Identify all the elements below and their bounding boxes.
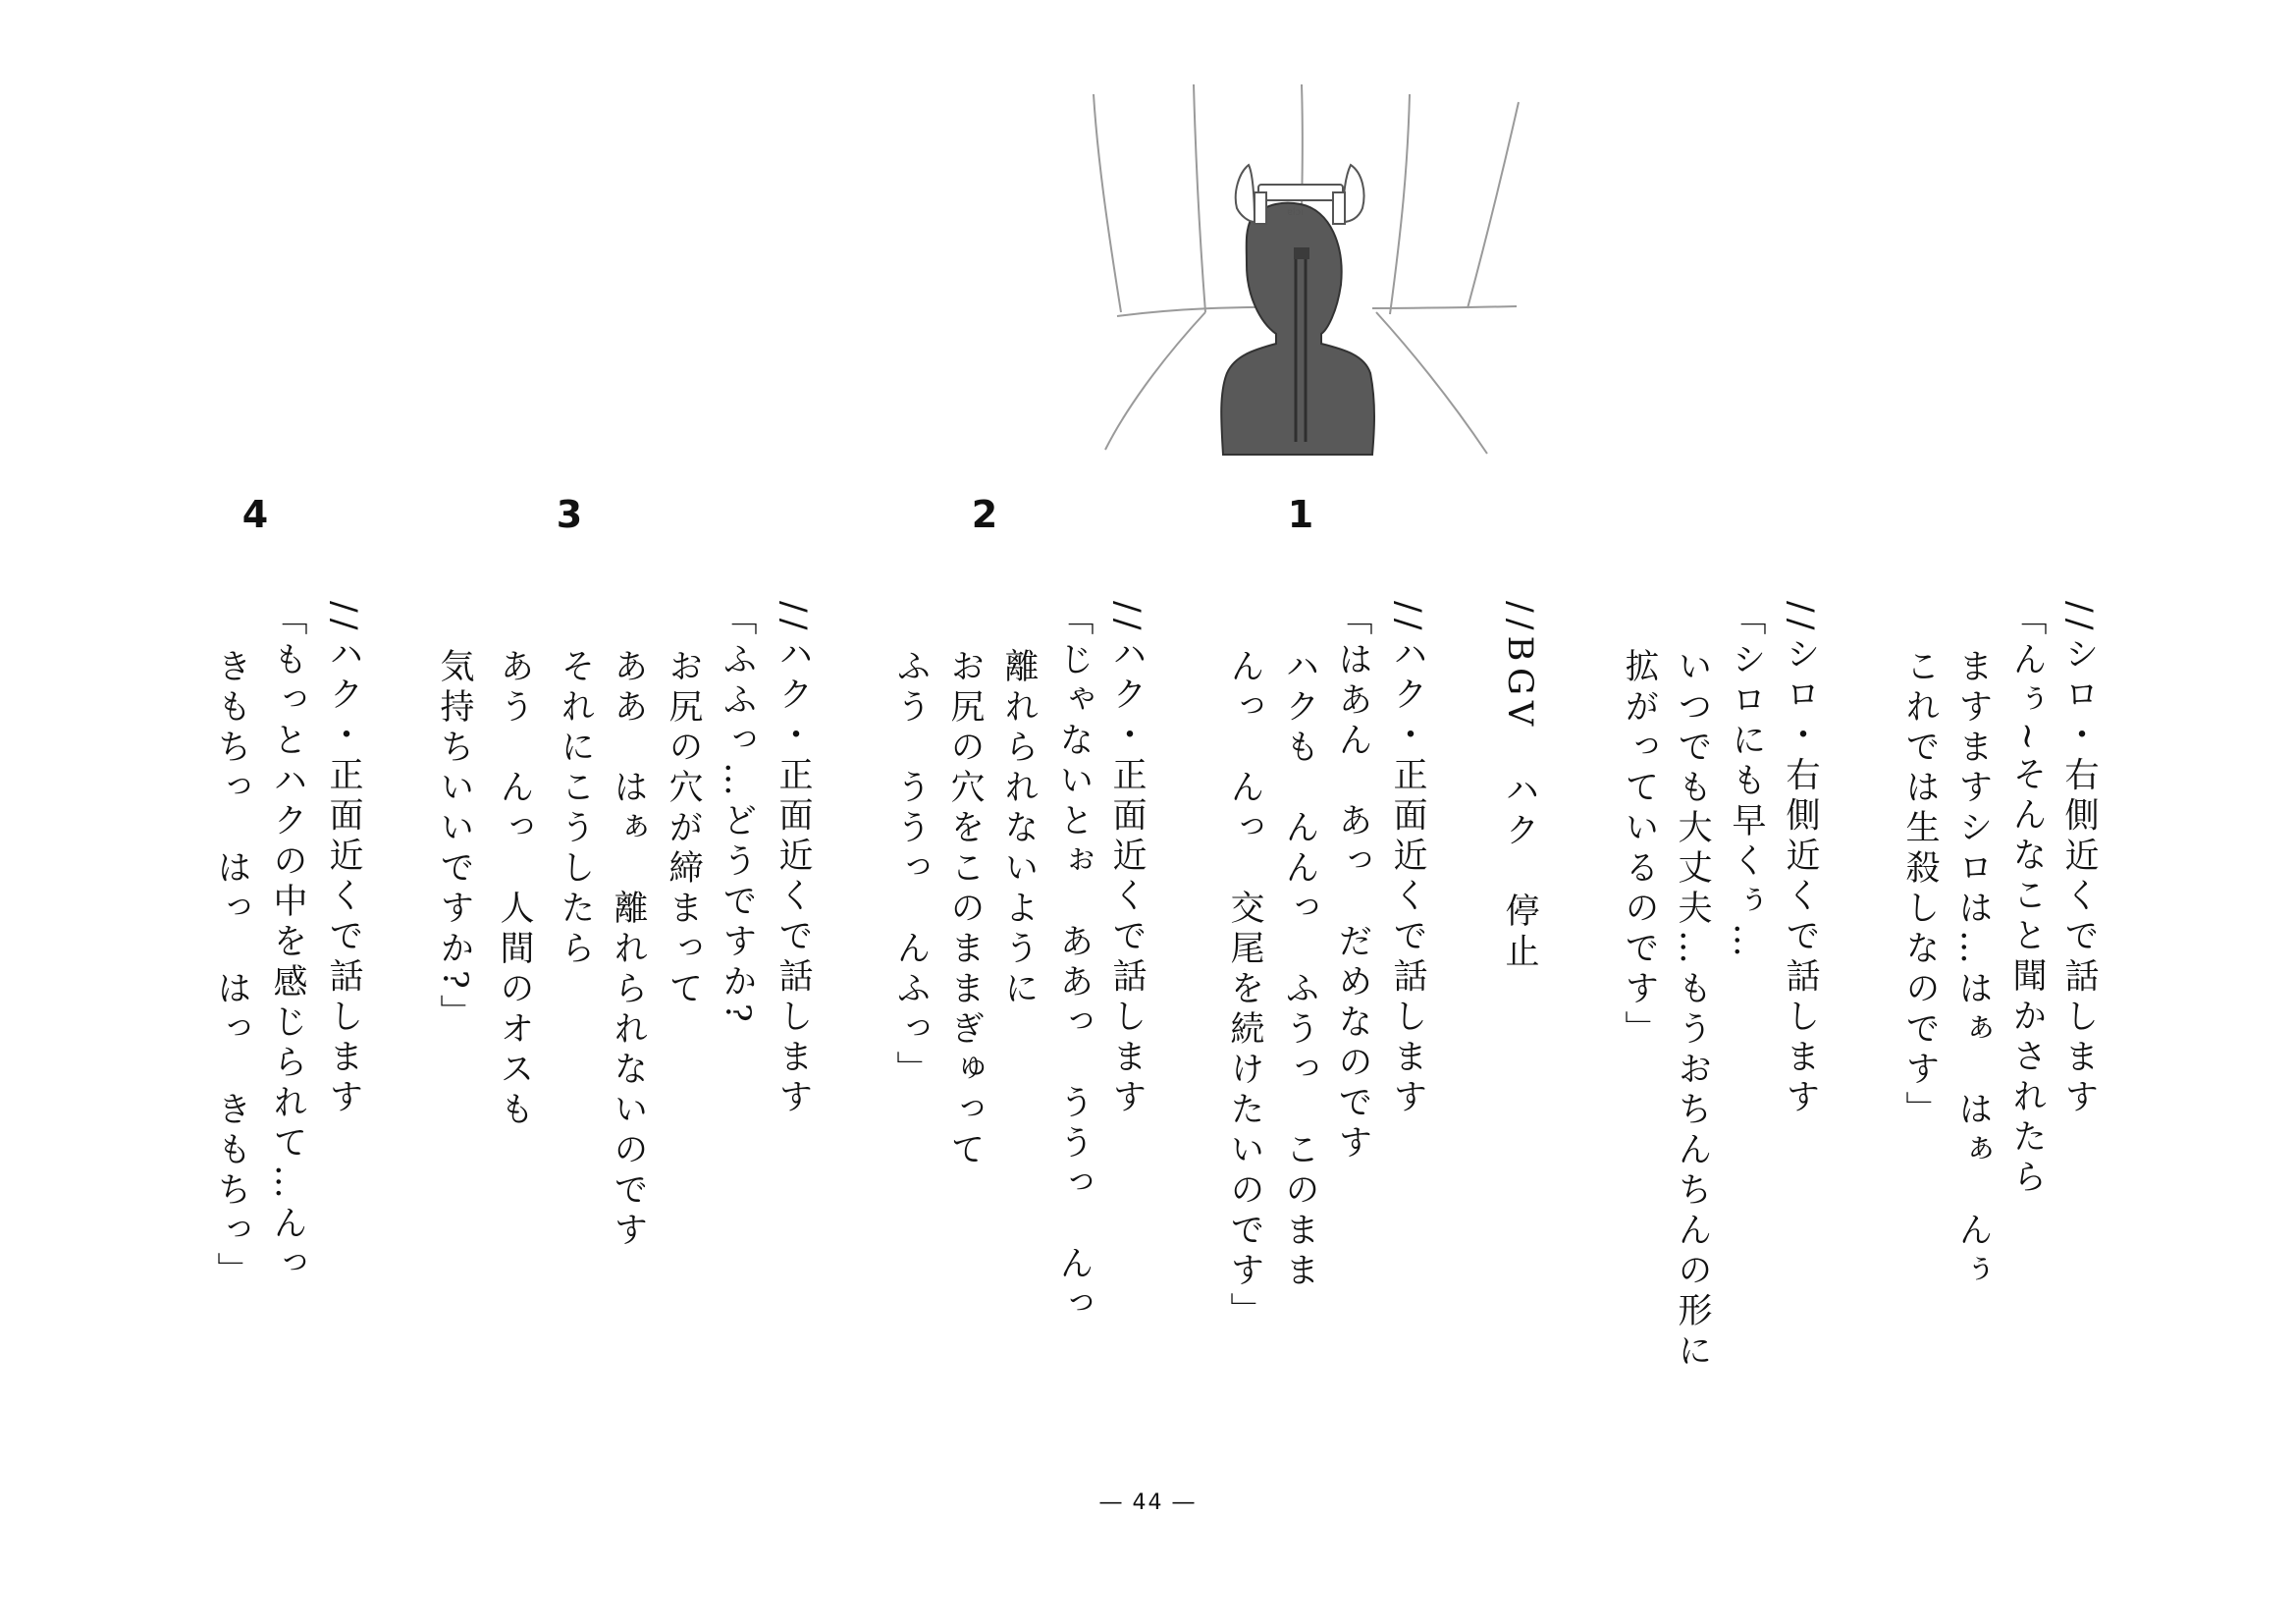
dialogue-line: 気持ちいいですか?」 bbox=[435, 648, 474, 1035]
dialogue-line: ふう ううっ んふっ」 bbox=[891, 648, 931, 1091]
bgv-direction: //BGV ハク 停止 bbox=[1500, 601, 1539, 974]
direction-line: //シロ・右側近くで話します bbox=[2059, 601, 2099, 1119]
dialogue-line: ますますシロは…はぁ はぁ んぅ bbox=[1953, 648, 1993, 1292]
dialogue-line: 離れられないように bbox=[999, 648, 1039, 1010]
direction-line: //シロ・右側近くで話します bbox=[1781, 601, 1820, 1119]
dialogue-line: お尻の穴が締まって bbox=[664, 648, 703, 1010]
page-number: ― 44 ― bbox=[1099, 1490, 1197, 1515]
dialogue-line: お尻の穴をこのままぎゅって bbox=[945, 648, 985, 1171]
silhouette bbox=[1221, 203, 1374, 455]
dialogue-line: 「シロにも早くぅ… bbox=[1727, 601, 1766, 963]
headphone-label: ɐlɔı bbox=[1287, 207, 1305, 218]
cue-number-2: 2 bbox=[971, 493, 998, 536]
dialogue-line: 「ふふっ…どうですか? bbox=[718, 601, 757, 1028]
cue-number-1: 1 bbox=[1287, 493, 1314, 536]
dialogue-line: いつでも大丈夫…もうおちんちんの形に bbox=[1673, 648, 1712, 1373]
dialogue-line: んっ んっ 交尾を続けたいのです」 bbox=[1225, 648, 1264, 1332]
dialogue-line: あう んっ 人間のオスも bbox=[495, 648, 534, 1131]
direction-line: //ハク・正面近くで話します bbox=[1107, 601, 1147, 1119]
dialogue-line: これでは生殺しなのです」 bbox=[1900, 648, 1940, 1131]
cue-number-3: 3 bbox=[556, 493, 583, 536]
dialogue-line: ハクも んんっ ふうっ このまま bbox=[1280, 648, 1319, 1292]
dialogue-line: それにこうしたら bbox=[556, 648, 595, 970]
dialogue-line: ああ はぁ 離れられないのです bbox=[609, 648, 648, 1252]
dialogue-line: きもちっ はっ はっ きもちっ」 bbox=[212, 648, 251, 1292]
direction-line: //ハク・正面近くで話します bbox=[774, 601, 813, 1119]
dialogue-line: 「じゃないとぉ ああっ ううっ んっ bbox=[1054, 601, 1094, 1326]
dialogue-line: 「はあん あっ だめなのです bbox=[1333, 601, 1372, 1164]
dialogue-line: 「んぅ~そんなこと聞かされたら bbox=[2007, 601, 2047, 1200]
direction-line: //ハク・正面近くで話します bbox=[1388, 601, 1427, 1119]
cue-number-4: 4 bbox=[241, 493, 269, 536]
dialogue-line: 拡がっているのです」 bbox=[1620, 648, 1659, 1051]
dialogue-line: 「もっとハクの中を感じられて…んっ bbox=[268, 601, 307, 1285]
direction-line: //ハク・正面近くで話します bbox=[324, 601, 363, 1119]
